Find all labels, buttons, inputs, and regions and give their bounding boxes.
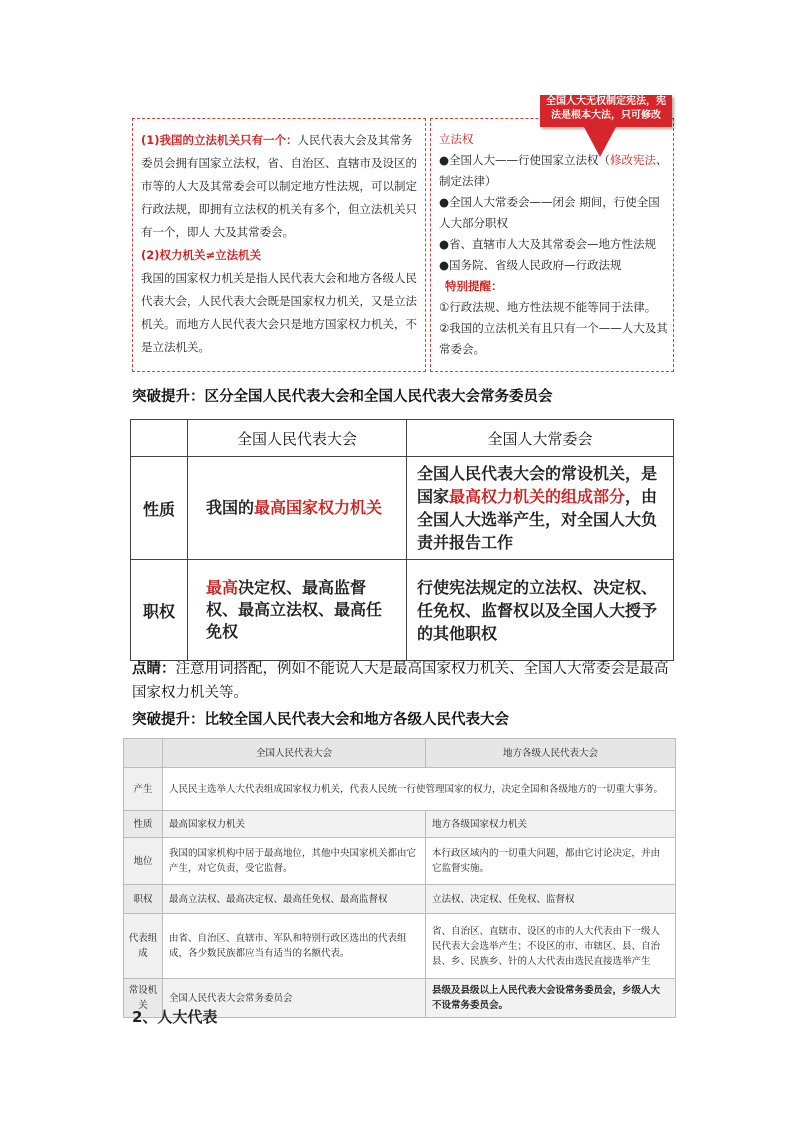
special-reminder-1: ①行政法规、地方性法规不能等同于法律。 <box>439 300 657 314</box>
left-para-2-text: 我国的国家权力机关是指人民代表大会和地方各级人民代表大会，人民代表大会既是国家权力机关，又是立法机关。而地方人民代表大会只是地方国家权力机关，不是立法机关。 <box>141 271 417 354</box>
row-label-powers: 职权 <box>131 560 188 661</box>
constitution-callout <box>540 95 672 127</box>
table1-corner <box>131 420 188 457</box>
table-row <box>131 457 674 560</box>
callout-line-2: 法是根本大法，只可修改 <box>551 110 661 121</box>
table-row: 地位 我国的国家机构中居于最高地位，其他中央国家机关都由它产生，对它负责，受它监督。 本行政区域内的一切重大问题，都由它讨论决定，并由它监督实施。 <box>124 838 676 885</box>
npc-powers-cell: 最高决定权、最高监督权、最高立法权、最高任免权 <box>188 560 407 661</box>
left-para-2-title: (2)权力机关≠立法机关 <box>141 248 262 262</box>
left-para-1-text: 人民代表大会及其常务委员会拥有国家立法权，省、自治区、直辖市及设区的市等的人大及其常委会可以制定地方性法规，可以制定行政法规，即拥有立法权的机关有多个，但立法机关只有一个，即人 大及其常委会。 <box>141 133 417 239</box>
special-reminder-title: 特别提醒： <box>445 279 503 293</box>
committee-powers-cell: 行使宪法规定的立法权、决定权、任免权、监督权以及全国人大授予的其他职权 <box>407 560 674 661</box>
npc-nature-cell: 我国的最高国家权力机关 <box>188 457 407 560</box>
table-row: 代表组成 由省、自治区、直辖市、军队和特别行政区选出的代表组成，各少数民族都应当有适当的名额代表。 省、自治区、直辖市、设区的市的人大代表由下一级人民代表大会选举产生；不设区的市、市辖区、县、自治县、乡、民族乡、针的人大代表由选民直接选举产生 <box>124 914 676 979</box>
table-row <box>124 768 676 811</box>
special-reminder-2: ②我国的立法机关有且只有一个——人大及其常委会。 <box>439 321 668 356</box>
table1-col-npc: 全国人民代表大会 <box>188 420 407 457</box>
legislative-organ-note-box <box>132 118 426 372</box>
table2-col-npc: 全国人民代表大会 <box>163 739 426 768</box>
callout-line-1: 全国人大无权制定宪法，宪 <box>546 96 666 107</box>
key-point-note: 点睛：注意用词搭配，例如不能说人大是最高国家权力机关、全国人大常委会是最高国家权力机关等。 <box>132 661 669 701</box>
legislative-power-box <box>430 118 674 372</box>
origin-cell: 人民民主选举人大代表组成国家权力机关，代表人民统一行使管理国家的权力，决定全国和各级地方的一切重大事务。 <box>163 768 676 811</box>
table-row: 性质 最高国家权力机关 地方各级国家权力机关 <box>124 811 676 838</box>
table-row: 职权 最高立法权、最高决定权、最高任免权、最高监督权 立法权、决定权、任免权、监督权 <box>124 885 676 914</box>
callout-arrow-icon <box>584 127 616 157</box>
left-para-1 <box>141 129 419 244</box>
legislative-bullet-1: ●全国人大——行使国家立法权（修改宪法、制定法律） <box>439 153 668 188</box>
npc-vs-local-congress-table <box>123 738 676 1018</box>
legislative-bullet-2: ●全国人大常委会——闭会 期间，行使全国人大部分职权 <box>439 195 660 230</box>
row-label-origin: 产生 <box>124 768 163 811</box>
table-row: 常设机关 全国人民代表大会常务委员会 县级及县级以上人民代表大会设常务委员会，乡级人大不设常务委员会。 <box>124 979 676 1018</box>
left-para-1-title: (1)我国的立法机关只有一个： <box>141 133 298 147</box>
section-heading-2: 突破提升：比较全国人民代表大会和地方各级人民代表大会 <box>132 712 509 728</box>
npc-vs-standing-committee-table <box>130 419 674 661</box>
table2-corner <box>124 739 163 768</box>
table2-col-local: 地方各级人民代表大会 <box>426 739 676 768</box>
row-label-nature: 性质 <box>131 457 188 560</box>
legislative-bullet-3: ●省、直辖市人大及其常委会—地方性法规 <box>439 237 657 251</box>
legislative-power-title: 立法权 <box>439 132 474 146</box>
table-row <box>131 560 674 661</box>
section-heading-1: 突破提升：区分全国人民代表大会和全国人民代表大会常务委员会 <box>132 389 553 405</box>
legislative-bullet-4: ●国务院、省级人民政府—行政法规 <box>439 258 622 272</box>
table1-col-committee: 全国人大常委会 <box>407 420 674 457</box>
committee-nature-cell: 全国人民代表大会的常设机关，是国家最高权力机关的组成部分，由全国人大选举产生，对全国人大负责并报告工作 <box>407 457 674 560</box>
section-2-title: 2、人大代表 <box>132 1008 218 1026</box>
